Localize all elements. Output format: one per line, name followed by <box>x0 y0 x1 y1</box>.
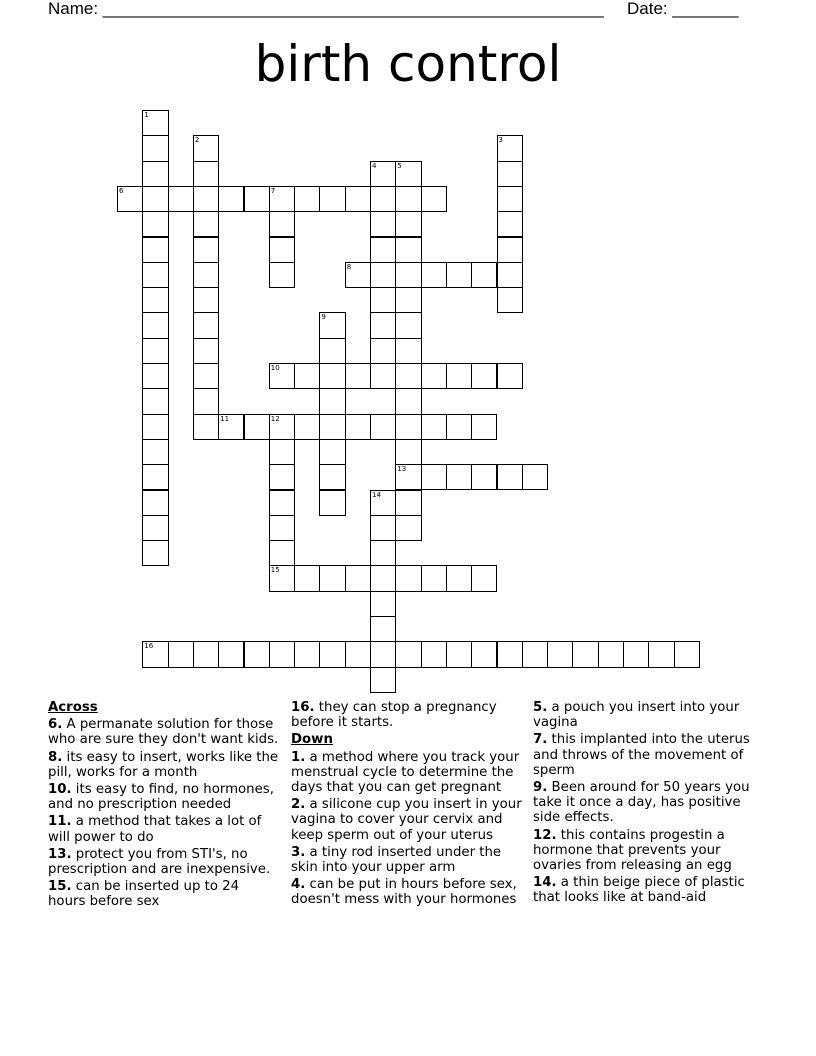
grid-cell[interactable] <box>497 641 523 667</box>
clue-number: 16 <box>144 642 154 651</box>
clue-down-2: 2. a silicone cup you insert in your vagina to cover your cervix and keep sperm out of your uterus <box>291 797 522 843</box>
grid-cell[interactable] <box>497 211 523 237</box>
grid-cell[interactable] <box>497 161 523 187</box>
grid-cell[interactable] <box>269 464 295 490</box>
grid-cell[interactable] <box>370 186 396 212</box>
grid-cell[interactable] <box>345 565 371 591</box>
grid-cell[interactable] <box>370 591 396 617</box>
grid-cell[interactable] <box>168 186 194 212</box>
grid-cell[interactable] <box>395 414 421 440</box>
grid-cell[interactable] <box>497 135 523 161</box>
grid-cell[interactable] <box>142 515 168 541</box>
grid-cell[interactable] <box>244 641 270 667</box>
clue-down-4: 4. can be put in hours before sex, doesn't mess with your hormones <box>291 877 517 908</box>
date-label: Date: <box>627 0 673 18</box>
grid-cell[interactable] <box>193 237 219 263</box>
grid-cell[interactable] <box>395 338 421 364</box>
grid-cell[interactable] <box>395 237 421 263</box>
grid-cell[interactable] <box>269 363 295 389</box>
grid-cell[interactable] <box>193 287 219 313</box>
grid-cell[interactable] <box>421 464 447 490</box>
grid-cell[interactable] <box>370 161 396 187</box>
grid-cell[interactable] <box>446 464 472 490</box>
grid-cell[interactable] <box>395 439 421 465</box>
grid-cell[interactable] <box>142 161 168 187</box>
clue-number: 9 <box>321 313 326 322</box>
grid-cell[interactable] <box>370 540 396 566</box>
grid-cell[interactable] <box>142 439 168 465</box>
grid-cell[interactable] <box>471 641 497 667</box>
grid-cell[interactable] <box>294 641 320 667</box>
grid-cell[interactable] <box>269 186 295 212</box>
grid-cell[interactable] <box>572 641 598 667</box>
grid-cell[interactable] <box>395 161 421 187</box>
clue-number: 8 <box>346 262 352 271</box>
grid-cell[interactable] <box>421 565 447 591</box>
grid-cell[interactable] <box>370 641 396 667</box>
grid-cell[interactable] <box>269 414 295 440</box>
grid-cell[interactable] <box>142 211 168 237</box>
grid-cell[interactable] <box>193 338 219 364</box>
grid-cell[interactable] <box>269 641 295 667</box>
grid-cell[interactable] <box>370 312 396 338</box>
grid-cell[interactable] <box>446 641 472 667</box>
grid-cell[interactable] <box>294 565 320 591</box>
grid-cell[interactable] <box>471 464 497 490</box>
clue-number: 6 <box>119 186 124 195</box>
grid-cell[interactable] <box>193 135 219 161</box>
grid-cell[interactable] <box>142 262 168 288</box>
grid-cell[interactable] <box>117 186 143 212</box>
grid-cell[interactable] <box>269 262 295 288</box>
clue-column-2 <box>291 700 523 910</box>
grid-cell[interactable] <box>218 641 244 667</box>
grid-cell[interactable] <box>471 363 497 389</box>
grid-cell[interactable] <box>421 363 447 389</box>
grid-cell[interactable] <box>142 490 168 516</box>
grid-cell[interactable] <box>497 186 523 212</box>
grid-cell[interactable] <box>319 363 345 389</box>
grid-cell[interactable] <box>345 186 371 212</box>
grid-cell[interactable] <box>497 287 523 313</box>
grid-cell[interactable] <box>294 363 320 389</box>
grid-cell[interactable] <box>395 464 421 490</box>
grid-cell[interactable] <box>446 414 472 440</box>
grid-cell[interactable] <box>269 237 295 263</box>
grid-cell[interactable] <box>193 363 219 389</box>
grid-cell[interactable] <box>345 641 371 667</box>
clue-across-6: 6. A permanate solution for those who are sure they don't want kids. <box>48 717 279 748</box>
grid-cell[interactable] <box>142 110 168 136</box>
grid-cell[interactable] <box>269 439 295 465</box>
grid-cell[interactable] <box>269 515 295 541</box>
grid-cell[interactable] <box>142 464 168 490</box>
grid-cell[interactable] <box>370 211 396 237</box>
clue-down-5: 5. a pouch you insert into your vagina <box>533 700 740 731</box>
grid-cell[interactable] <box>370 515 396 541</box>
grid-cell[interactable] <box>370 414 396 440</box>
grid-cell[interactable] <box>421 262 447 288</box>
across-heading: Across <box>48 700 98 715</box>
clue-number: 4 <box>372 161 377 170</box>
grid-cell[interactable] <box>370 237 396 263</box>
grid-cell[interactable] <box>395 312 421 338</box>
name-line: _____________________________________________________ <box>102 0 604 18</box>
grid-cell[interactable] <box>345 363 371 389</box>
grid-cell[interactable] <box>345 262 371 288</box>
grid-cell[interactable] <box>142 388 168 414</box>
grid-cell[interactable] <box>269 211 295 237</box>
grid-cell[interactable] <box>319 439 345 465</box>
grid-cell[interactable] <box>648 641 674 667</box>
grid-cell[interactable] <box>218 186 244 212</box>
clue-number: 12 <box>270 414 280 423</box>
grid-cell[interactable] <box>193 388 219 414</box>
grid-cell[interactable] <box>142 135 168 161</box>
grid-cell[interactable] <box>547 641 573 667</box>
grid-cell[interactable] <box>370 287 396 313</box>
grid-cell[interactable] <box>370 490 396 516</box>
clue-number: 2 <box>194 136 200 145</box>
down-heading: Down <box>291 732 333 748</box>
clue-across-15: 15. can be inserted up to 24 hours before sex <box>48 879 240 910</box>
grid-cell[interactable] <box>142 312 168 338</box>
grid-cell[interactable] <box>395 388 421 414</box>
grid-cell[interactable] <box>319 464 345 490</box>
page-title: birth control <box>254 35 562 93</box>
clue-across-11: 11. a method that takes a lot of will power to do <box>48 814 262 845</box>
grid-cell[interactable] <box>244 414 270 440</box>
clue-number: 15 <box>270 566 280 575</box>
grid-cell[interactable] <box>193 414 219 440</box>
grid-cell[interactable] <box>142 338 168 364</box>
grid-cell[interactable] <box>193 262 219 288</box>
clue-number: 3 <box>498 136 503 145</box>
clue-number: 14 <box>372 490 381 499</box>
clue-across-10: 10. its easy to find, no hormones, and no prescription needed <box>48 782 274 813</box>
grid-cell[interactable] <box>395 641 421 667</box>
grid-cell[interactable] <box>497 363 523 389</box>
grid-cell[interactable] <box>193 641 219 667</box>
grid-cell[interactable] <box>193 186 219 212</box>
grid-cell[interactable] <box>142 287 168 313</box>
grid-cell[interactable] <box>370 565 396 591</box>
grid-cell[interactable] <box>294 186 320 212</box>
grid-cell[interactable] <box>497 464 523 490</box>
grid-cell[interactable] <box>471 565 497 591</box>
grid-cell[interactable] <box>319 186 345 212</box>
grid-cell[interactable] <box>395 262 421 288</box>
grid-cell[interactable] <box>370 262 396 288</box>
grid-cell[interactable] <box>395 363 421 389</box>
grid-cell[interactable] <box>446 262 472 288</box>
grid-cell[interactable] <box>370 616 396 642</box>
clue-across-8: 8. its easy to insert, works like the pill, works for a month <box>48 749 279 780</box>
clue-number: 5 <box>397 161 402 170</box>
grid-cell[interactable] <box>370 667 396 693</box>
grid-cell[interactable] <box>269 490 295 516</box>
grid-cell[interactable] <box>319 338 345 364</box>
clue-down-12: 12. this contains progestin a hormone that prevents your ovaries from releasing an egg <box>533 827 732 874</box>
clue-down-7: 7. this implanted into the uterus and throws of the movement of sperm <box>533 732 750 778</box>
clue-number: 10 <box>270 364 280 372</box>
grid-cell[interactable] <box>522 641 548 667</box>
grid-cell[interactable] <box>497 262 523 288</box>
grid-cell[interactable] <box>142 414 168 440</box>
grid-cell[interactable] <box>446 565 472 591</box>
clue-down-3: 3. a tiny rod inserted under the skin into your upper arm <box>291 844 502 876</box>
clue-number: 13 <box>397 465 407 474</box>
grid-cell[interactable] <box>319 490 345 516</box>
grid-cell[interactable] <box>471 414 497 440</box>
grid-cell[interactable] <box>319 312 345 338</box>
clue-across-13: 13. protect you from STI's, no prescription and are inexpensive. <box>48 846 271 878</box>
grid-cell[interactable] <box>269 540 295 566</box>
grid-cell[interactable] <box>168 641 194 667</box>
grid-cell[interactable] <box>395 490 421 516</box>
clue-across-16: 16. they can stop a pregnancy before it starts. <box>291 700 497 731</box>
grid-cell[interactable] <box>421 641 447 667</box>
grid-cell[interactable] <box>395 211 421 237</box>
grid-cell[interactable] <box>345 414 371 440</box>
clue-number: 1 <box>144 111 149 119</box>
clue-number: 7 <box>270 186 276 195</box>
grid-cell[interactable] <box>395 287 421 313</box>
name-label: Name: <box>48 0 103 18</box>
clue-down-9: 9. Been around for 50 years you take it once a day, has positive side effects. <box>533 780 750 826</box>
clue-down-14: 14. a thin beige piece of plastic that looks like at band-aid <box>533 875 745 906</box>
grid-cell[interactable] <box>395 515 421 541</box>
clue-column-1 <box>48 700 280 912</box>
grid-cell[interactable] <box>395 186 421 212</box>
grid-cell[interactable] <box>421 186 447 212</box>
grid-cell[interactable] <box>623 641 649 667</box>
grid-cell[interactable] <box>142 363 168 389</box>
grid-cell[interactable] <box>193 161 219 187</box>
clue-number: 11 <box>220 414 230 423</box>
grid-cell[interactable] <box>446 363 472 389</box>
grid-cell[interactable] <box>370 338 396 364</box>
grid-cell[interactable] <box>497 237 523 263</box>
grid-cell[interactable] <box>142 540 168 566</box>
grid-cell[interactable] <box>142 237 168 263</box>
grid-cell[interactable] <box>193 312 219 338</box>
grid-cell[interactable] <box>319 388 345 414</box>
grid-cell[interactable] <box>319 641 345 667</box>
grid-cell[interactable] <box>319 565 345 591</box>
grid-cell[interactable] <box>395 565 421 591</box>
grid-cell[interactable] <box>471 262 497 288</box>
grid-cell[interactable] <box>598 641 624 667</box>
grid-cell[interactable] <box>244 186 270 212</box>
clue-down-1: 1. a method where you track your menstrual cycle to determine the days that you can get pregnant <box>291 749 520 796</box>
grid-cell[interactable] <box>674 641 700 667</box>
grid-cell[interactable] <box>142 641 168 667</box>
clue-column-3 <box>533 700 765 908</box>
grid-cell[interactable] <box>421 414 447 440</box>
grid-cell[interactable] <box>142 186 168 212</box>
grid-cell[interactable] <box>218 414 244 440</box>
grid-cell[interactable] <box>522 464 548 490</box>
grid-cell[interactable] <box>370 363 396 389</box>
grid-cell[interactable] <box>294 414 320 440</box>
grid-cell[interactable] <box>193 211 219 237</box>
date-line: _______ <box>672 0 739 18</box>
grid-cell[interactable] <box>319 414 345 440</box>
grid-cell[interactable] <box>269 565 295 591</box>
